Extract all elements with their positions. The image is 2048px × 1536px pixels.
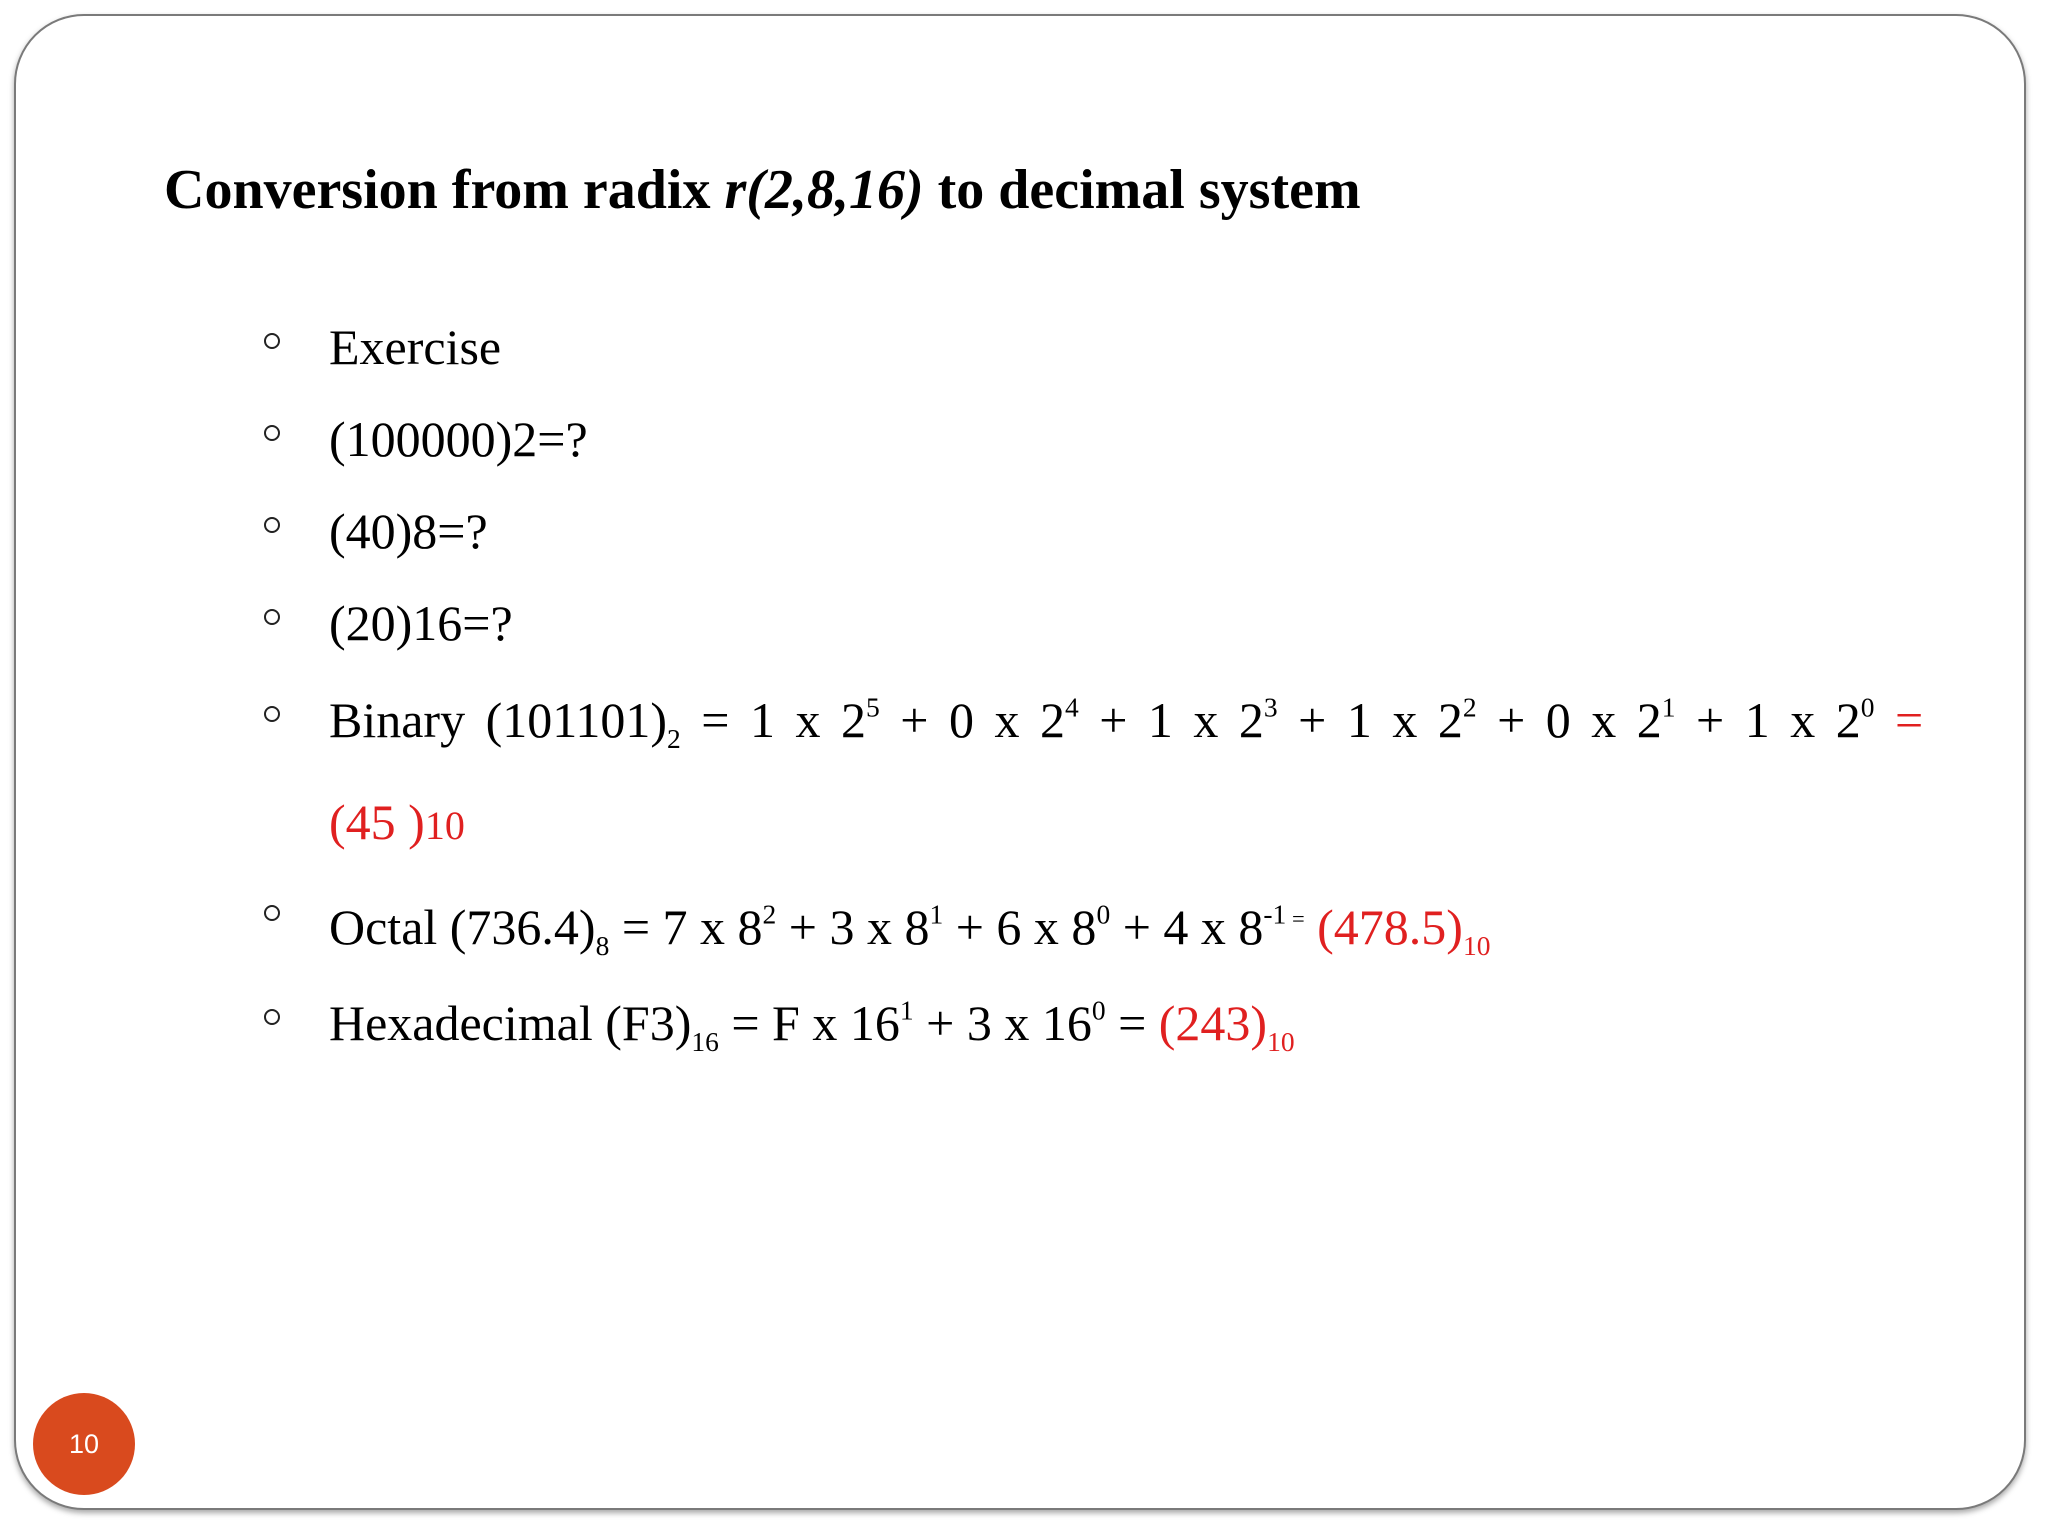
binary-result-value: (45 ): [329, 794, 425, 850]
term-coef: 1: [1744, 692, 1770, 748]
term-coef: 1: [749, 692, 775, 748]
term-base: 2: [1835, 692, 1861, 748]
bullet-text: (40)8=?: [329, 503, 488, 559]
octal-result: [1317, 899, 1491, 961]
octal-result-base: 10: [1462, 930, 1491, 961]
hex-result-value: (243): [1158, 995, 1268, 1051]
octal-label: Octal (736.4): [329, 899, 596, 955]
term-exponent: 1: [1661, 691, 1676, 723]
binary-equals: =: [680, 692, 750, 748]
term-exponent: 5: [865, 691, 880, 723]
title-text-end: to decimal system: [923, 159, 1361, 221]
term-base: 2: [840, 692, 866, 748]
octal-base-subscript: 8: [595, 930, 610, 961]
bullet-text: Exercise: [329, 319, 502, 375]
term-exponent: -1: [1263, 898, 1287, 930]
hollow-circle-bullet-icon: [264, 706, 280, 722]
hex-equals: =: [1105, 995, 1159, 1051]
octal-term: + 3 x 8: [776, 899, 930, 955]
hex-result-base: 10: [1267, 1026, 1295, 1057]
hex-expression: [329, 991, 1295, 1055]
binary-expression: Binary $(101101)_2 = 1$ x $2^5 + 0$ x $2^4 + 1$ x $2^3 + 1$ x $2^2 + 0$ x $2^1 + 1$ x $2^0$ =: [329, 691, 1924, 754]
term-base: 2: [1636, 692, 1662, 748]
binary-result-base: 10: [424, 803, 465, 848]
term-exponent: 1: [899, 994, 914, 1026]
octal-small-equals: =: [1286, 906, 1305, 931]
term-base: 2: [1437, 692, 1463, 748]
term-coef: 0: [1545, 692, 1571, 748]
term-exponent: 3: [1263, 691, 1278, 723]
bullet-text: (100000)2=?: [329, 411, 588, 467]
binary-base-subscript: 2: [667, 723, 681, 754]
term-exponent: 0: [1091, 994, 1106, 1026]
octal-expression: [329, 887, 1490, 959]
binary-result: [329, 790, 465, 858]
slide-number: 10: [68, 1428, 100, 1459]
title-text-start: Conversion from radix: [164, 159, 725, 221]
hollow-circle-bullet-icon: [264, 333, 280, 349]
term-exponent: 2: [762, 898, 777, 930]
hollow-circle-bullet-icon: [264, 905, 280, 921]
octal-result-value: (478.5): [1317, 899, 1463, 955]
hollow-circle-bullet-icon: [264, 609, 280, 625]
term-coef: 0: [948, 692, 974, 748]
hex-term: + 3 x 16: [913, 995, 1092, 1051]
term-exponent: 2: [1462, 691, 1477, 723]
hex-term: = F x 16: [718, 995, 900, 1051]
slide-frame: [14, 14, 2026, 1510]
term-exponent: 1: [929, 898, 944, 930]
term-exponent: 0: [1860, 691, 1875, 723]
term-coef: 1: [1346, 692, 1372, 748]
term-coef: 1: [1147, 692, 1173, 748]
term-base: 2: [1039, 692, 1065, 748]
hex-base-subscript: 16: [691, 1026, 719, 1057]
bullet-text: (20)16=?: [329, 595, 513, 651]
hex-label: Hexadecimal (F3): [329, 995, 692, 1051]
term-exponent: 0: [1096, 898, 1111, 930]
octal-term: + 6 x 8: [943, 899, 1097, 955]
term-exponent: 4: [1064, 691, 1079, 723]
title-radix-italic: r(2,8,16): [724, 159, 924, 221]
slide-title: [164, 154, 1361, 226]
term-base: 2: [1238, 692, 1264, 748]
octal-term: = 7 x 8: [609, 899, 763, 955]
binary-label: Binary (101101): [329, 692, 668, 748]
octal-term: + 4 x 8: [1110, 899, 1264, 955]
hollow-circle-bullet-icon: [264, 517, 280, 533]
hex-result: [1158, 995, 1295, 1057]
hollow-circle-bullet-icon: [264, 1009, 280, 1025]
hollow-circle-bullet-icon: [264, 425, 280, 441]
binary-result-equals: =: [1895, 692, 1924, 748]
slide-number-badge: [33, 1393, 135, 1495]
